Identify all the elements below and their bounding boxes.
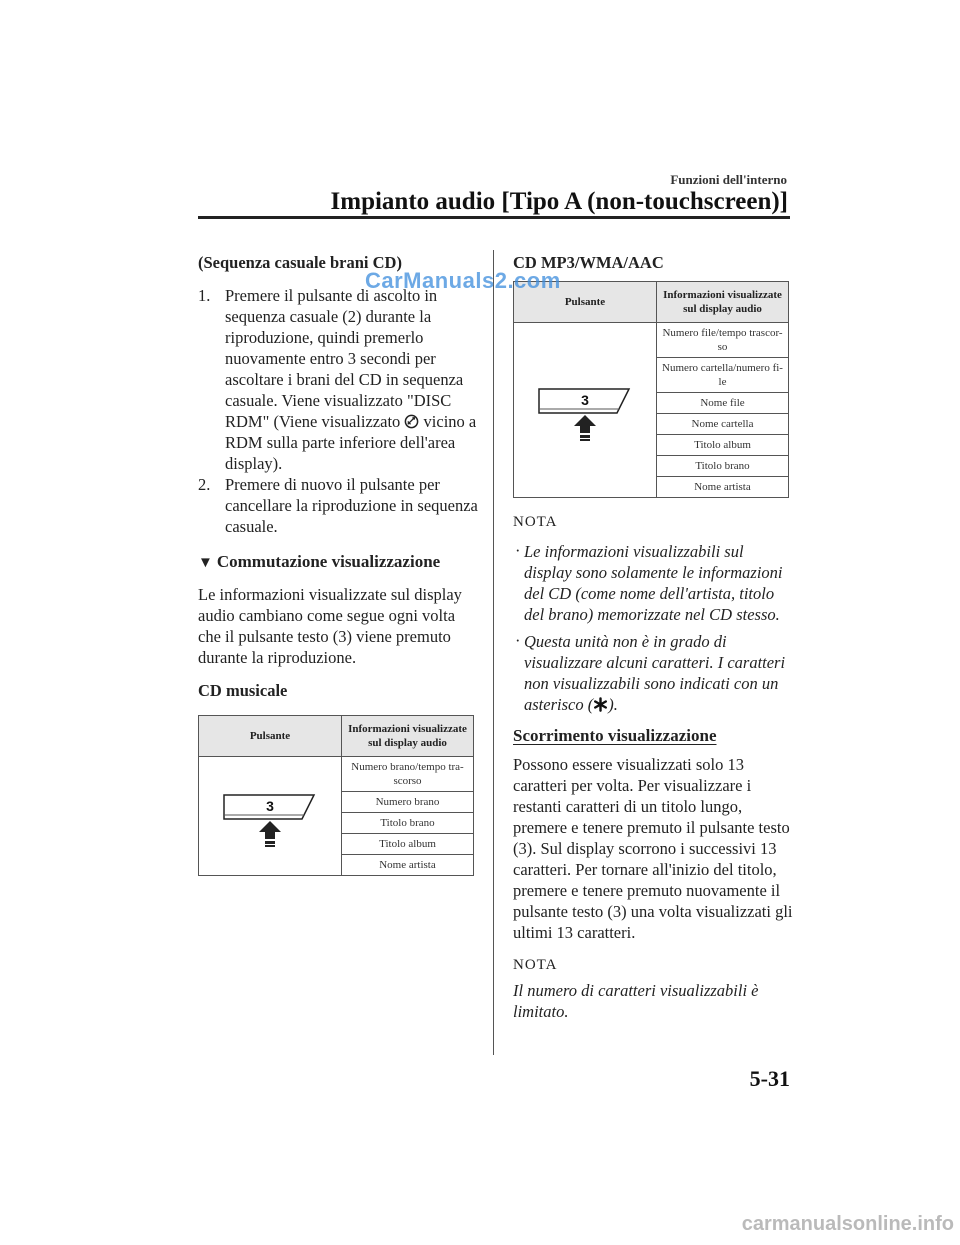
step-item xyxy=(198,285,478,474)
right-column xyxy=(513,252,793,1022)
page-title: Impianto audio [Tipo A (non-touchscreen)] xyxy=(330,188,788,215)
table-cell: Nome artista xyxy=(342,855,474,876)
left-column xyxy=(198,252,478,876)
mp3-heading: CD MP3/WMA/AAC xyxy=(513,253,664,272)
switch-heading: ▼ Commutazione visualizzazione xyxy=(198,552,441,571)
table-cell: Numero cartella/numero fi-le xyxy=(657,358,789,393)
header-rule xyxy=(198,216,790,219)
cd-music-heading: CD musicale xyxy=(198,681,288,700)
note-heading: NOTA xyxy=(513,514,558,530)
note-item: · Questa unità non è in grado di visualizzare alcuni caratteri. I caratteri non visualizzabili sono indicati con un asterisco ( ). xyxy=(515,631,786,714)
note-list xyxy=(513,541,793,715)
table-cell: Nome cartella xyxy=(657,414,789,435)
switch-text: Le informazioni visualizzate sul display audio cambiano come segue ogni volta che il pulsante testo (3) viene premuto durante la riproduzione. xyxy=(198,585,462,667)
table-header-info: Informazioni visualizzate sul display audio xyxy=(342,716,474,757)
table-cell: Titolo brano xyxy=(657,456,789,477)
triangle-bullet-icon: ▼ xyxy=(198,555,213,571)
column-divider xyxy=(493,250,494,1055)
button-label: 3 xyxy=(581,392,589,408)
button-illustration-cell xyxy=(199,757,342,876)
watermark-top: CarManuals2.com xyxy=(365,268,561,293)
table-cell: Nome file xyxy=(657,393,789,414)
note-heading: NOTA xyxy=(513,957,558,973)
cd-music-table xyxy=(198,715,474,876)
asterisk-icon xyxy=(593,697,608,712)
table-header-button: Pulsante xyxy=(199,716,342,757)
table-cell: Titolo album xyxy=(657,435,789,456)
table-cell: Titolo album xyxy=(342,834,474,855)
button-illustration-cell xyxy=(514,323,657,498)
bullet-dot-icon: · xyxy=(515,541,521,560)
text-button-icon xyxy=(210,781,330,851)
scroll-heading: Scorrimento visualizzazione xyxy=(513,726,717,745)
random-heading: (Sequenza casuale brani CD) xyxy=(198,253,402,272)
button-label: 3 xyxy=(266,798,274,814)
step-number: 2. xyxy=(198,475,211,494)
text-button-icon xyxy=(525,375,645,445)
note-text: Il numero di caratteri visualizzabili è limitato. xyxy=(513,981,759,1021)
random-disc-icon xyxy=(404,414,419,429)
table-header-info: Informazioni visualizzate sul display audio xyxy=(657,282,789,323)
table-header-button: Pulsante xyxy=(514,282,657,323)
section-subtitle: Funzioni dell'interno xyxy=(670,172,787,187)
table-cell: Nome artista xyxy=(657,477,789,498)
mp3-table xyxy=(513,281,789,498)
step-text-cont: vicino a RDM sulla parte inferiore dell'area display). xyxy=(225,412,477,473)
table-cell: Titolo brano xyxy=(342,813,474,834)
note-item: · Le informazioni visualizzabili sul display sono solamente le informazioni del CD (come nome dell'artista, titolo del brano) memorizzate nel CD stesso. xyxy=(515,541,783,624)
table-cell: Numero file/tempo trascor-so xyxy=(657,323,789,358)
step-number: 1. xyxy=(198,286,211,305)
table-cell: Numero brano/tempo tra-scorso xyxy=(342,757,474,792)
scroll-text: Possono essere visualizzati solo 13 caratteri per volta. Per visualizzare i restanti caratteri di un titolo lungo, premere e tenere premuto il pulsante testo (3). Sul display scorrono i successivi 13 caratteri. Per tornare all'inizio del titolo, premere e tenere premuto nuovamente il pulsante testo (3) una volta visualizzati gli ultimi 13 caratteri. xyxy=(513,755,793,942)
bullet-dot-icon: · xyxy=(515,631,521,650)
watermark-bottom: carmanualsonline.info xyxy=(741,1213,954,1235)
steps-list xyxy=(198,285,478,537)
step-text: Premere il pulsante di ascolto in sequenza casuale (2) durante la riproduzione, quindi premerlo nuovamente entro 3 secondi per ascoltare i brani del CD in sequenza casuale. Viene visualizzato "DISC RDM" (Viene visualizzato xyxy=(225,286,464,431)
page-number: 5-31 xyxy=(749,1066,790,1091)
step-text: Premere di nuovo il pulsante per cancellare la riproduzione in sequenza casuale. xyxy=(225,475,478,536)
step-item xyxy=(198,474,478,537)
table-cell: Numero brano xyxy=(342,792,474,813)
